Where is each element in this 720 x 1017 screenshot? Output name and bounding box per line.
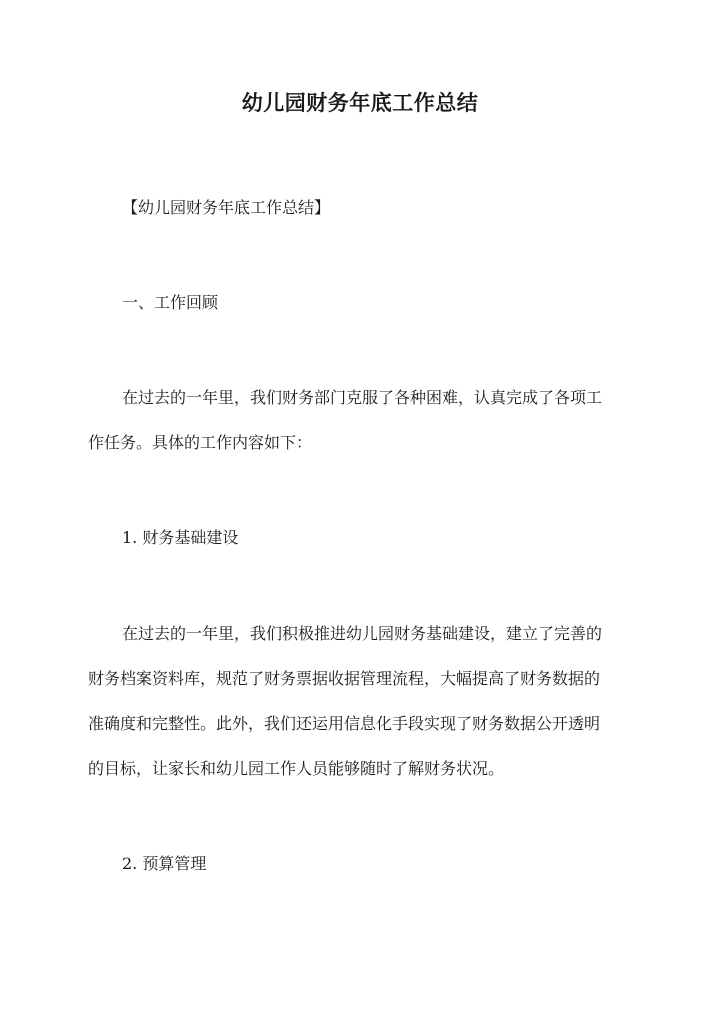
- section-heading-work-review: 一、工作回顾: [122, 293, 219, 312]
- document-title: 幼儿园财务年底工作总结: [241, 90, 479, 115]
- paragraph-line: 在过去的一年里，我们积极推进幼儿园财务基础建设，建立了完善的: [122, 624, 603, 643]
- paragraph-line: 准确度和完整性。此外，我们还运用信息化手段实现了财务数据公开透明: [88, 714, 601, 733]
- paragraph-line: 的目标，让家长和幼儿园工作人员能够随时了解财务状况。: [88, 759, 505, 778]
- paragraph-line: 财务档案资料库，规范了财务票据收据管理流程，大幅提高了财务数据的: [88, 669, 601, 688]
- document-subtitle: 【幼儿园财务年底工作总结】: [122, 198, 331, 217]
- item-heading-financial-infrastructure: 1. 财务基础建设: [122, 528, 239, 547]
- item-heading-budget-management: 2. 预算管理: [122, 854, 207, 873]
- paragraph-line: 在过去的一年里，我们财务部门克服了各种困难，认真完成了各项工: [122, 388, 603, 407]
- paragraph-line: 作任务。具体的工作内容如下：: [88, 433, 313, 452]
